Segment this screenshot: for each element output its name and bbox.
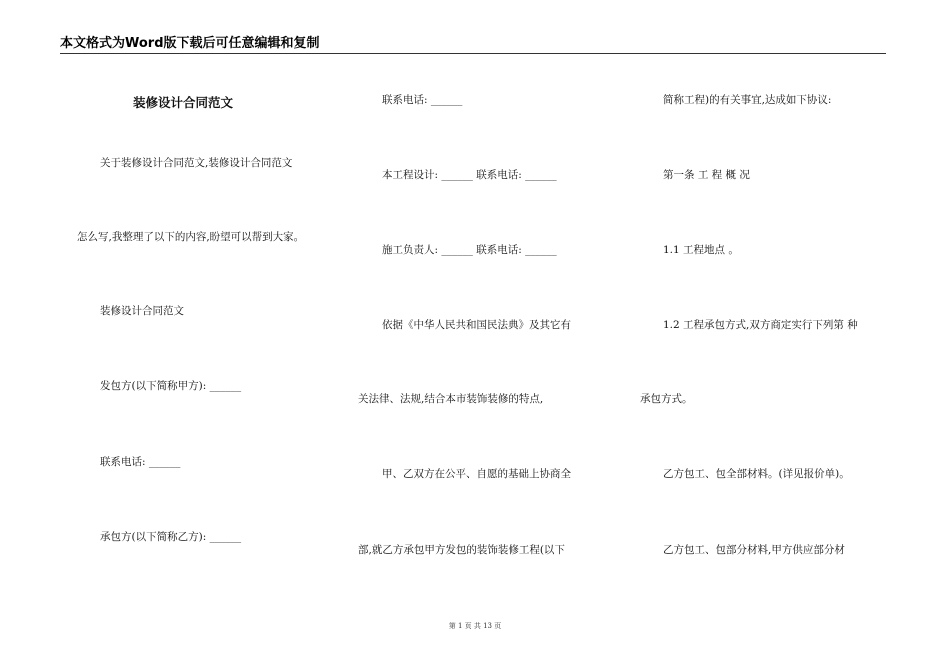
page-header [60,36,886,54]
phone-line: 联系电话: ______ [100,456,181,468]
construction-lead-line: 施工负责人: ______ 联系电话: ______ [382,244,557,256]
paragraph-line: 甲、乙双方在公平、自愿的基础上协商全 [382,468,571,480]
paragraph-line: 简称工程)的有关事宜,达成如下协议: [663,94,832,106]
header-text: 本文格式为Word版下载后可任意编辑和复制 [60,36,320,51]
designer-line: 本工程设计: ______ 联系电话: ______ [382,169,557,181]
option-line: 乙方包工、包全部材料。(详见报价单)。 [663,468,850,480]
article-heading: 第一条 工 程 概 况 [663,169,750,181]
paragraph-line: 关于装修设计合同范文,装修设计合同范文 [100,157,293,169]
party-b-line: 承包方(以下简称乙方): ______ [100,531,242,543]
paragraph-line: 承包方式。 [640,393,693,405]
option-line: 乙方包工、包部分材料,甲方供应部分材 [663,544,845,556]
page-number: 第 1 页 共 13 页 [448,622,502,630]
paragraph-line: 部,就乙方承包甲方发包的装饰装修工程(以下 [358,544,565,556]
clause-line: 1.2 工程承包方式,双方商定实行下列第 种 [663,319,858,331]
paragraph-line: 依据《中华人民共和国民法典》及其它有 [382,319,571,331]
section-heading: 装修设计合同范文 [100,305,184,317]
clause-line: 1.1 工程地点 。 [663,244,739,256]
phone-line: 联系电话: ______ [382,94,463,106]
document-title: 装修设计合同范文 [133,95,234,110]
paragraph-line: 怎么写,我整理了以下的内容,盼望可以帮到大家。 [77,231,305,243]
paragraph-line: 关法律、法规,结合本市装饰装修的特点, [358,393,544,405]
party-a-line: 发包方(以下简称甲方): ______ [100,380,242,392]
